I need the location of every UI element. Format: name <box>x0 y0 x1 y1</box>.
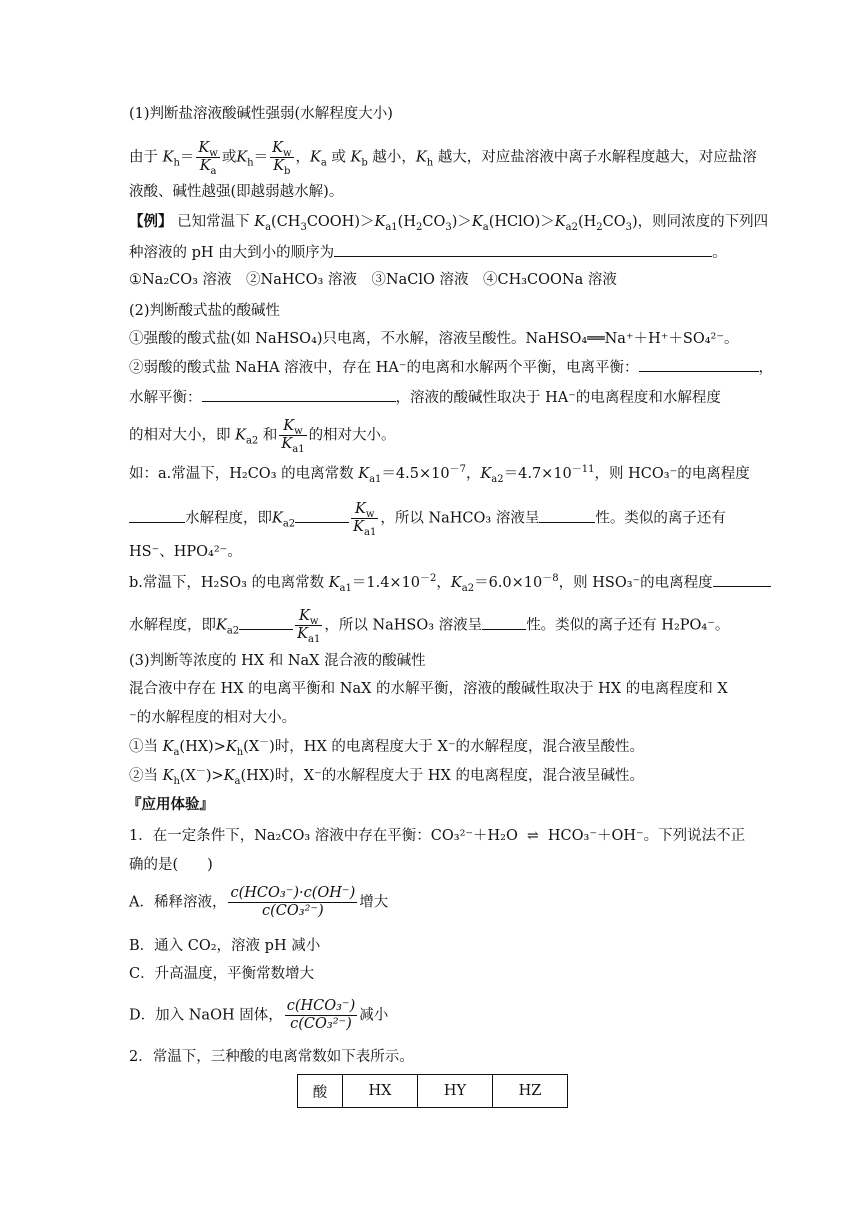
section-3-p1-line2: ⁻的水解程度的相对大小。 <box>129 710 297 726</box>
question-1-option-c[interactable]: C．升高温度，平衡常数增大 <box>129 966 315 982</box>
answer-blank[interactable] <box>713 572 771 587</box>
answer-blank[interactable] <box>239 615 293 630</box>
section-2-p2: ②弱酸的酸式盐 NaHA 溶液中，存在 HA⁻的电离和水解两个平衡，电离平衡： ， <box>129 357 773 378</box>
question-1-stem: 1．在一定条件下，Na₂CO₃ 溶液中存在平衡：CO₃²⁻＋H₂O ⇌ HCO₃⁻＋OH⁻。下列说法不正 <box>129 828 746 844</box>
answer-blank[interactable] <box>539 508 595 523</box>
section-1-paragraph: 由于 $K_h=$ $\frac{K_w}{K_a}$ 或$K_h=$ $\frac{K_w}{K_b}$ ，$K_a$ 或 $K_b$ 越小，$K_h$ 越大，对应盐溶液中离子水解程度越大，对应盐溶 <box>129 140 757 177</box>
answer-blank[interactable] <box>482 615 526 630</box>
acid-constants-table <box>297 1074 568 1108</box>
section-2-p1: ①强酸的酸式盐(如 NaHSO₄)只电离，不水解，溶液呈酸性。NaHSO₄══Na⁺＋H⁺＋SO₄²⁻。 <box>129 331 739 347</box>
example-b-line2: 水解程度，即$K_{a2}$ $\frac{K_w}{K_{a1}}$ ，所以 NaHSO₃ 溶液呈 性。类似的离子还有 H₂PO₄⁻。 <box>129 608 730 645</box>
answer-blank[interactable] <box>639 357 759 372</box>
table-header-cell: HZ <box>493 1075 568 1108</box>
answer-blank[interactable] <box>334 242 712 257</box>
example-tag: 【例】 <box>129 214 173 230</box>
section-2-p2-line3: 的相对大小，即 $K_{a2}$ 和 $\frac{K_w}{K_{a1}}$ 的相对大小。 <box>129 418 396 455</box>
table-row <box>298 1075 568 1108</box>
example-line1: 【例】 已知常温下 $K_a(CH_3COOH)>K_{a1}(H_2CO_3)>K_a(HClO)>K_{a2}(H_2CO_3)$，则同浓度的下列四 <box>129 214 769 233</box>
example-a-line1: 如：a.常温下，H₂CO₃ 的电离常数 $K_{a1}=4.5\times 10^{-7}$，$K_{a2}=4.7\times 10^{-11}$，则 HCO₃⁻的电离程度 <box>129 464 750 485</box>
question-1-option-a[interactable]: A．稀释溶液， $\frac{\text{c(HCO₃⁻)·c(OH⁻)}}{\text{c(CO₃²⁻)}}$ 增大 <box>129 885 389 919</box>
example-line2: 种溶液的 pH 由大到小的顺序为 。 <box>129 242 727 263</box>
table-header-cell: HX <box>343 1075 418 1108</box>
table-header-cell: HY <box>418 1075 493 1108</box>
answer-blank[interactable] <box>129 508 185 523</box>
section-1-heading: (1)判断盐溶液酸碱性强弱(水解程度大小) <box>129 106 393 122</box>
question-1-option-d[interactable]: D．加入 NaOH 固体， $\frac{\text{c(HCO₃⁻)}}{\text{c(CO₃²⁻)}}$ 减小 <box>129 998 389 1032</box>
question-2-stem: 2．常温下，三种酸的电离常数如下表所示。 <box>129 1049 414 1065</box>
question-1-option-b[interactable]: B．通入 CO₂，溶液 pH 减小 <box>129 938 321 954</box>
section-3-heading: (3)判断等浓度的 HX 和 NaX 混合液的酸碱性 <box>129 653 426 669</box>
table-header-cell: 酸 <box>298 1075 343 1108</box>
section-3-case2: ②当 $K_h(X^-)>K_a(HX)$时，X⁻的水解程度大于 HX 的电离程度，混合液呈碱性。 <box>129 766 644 787</box>
section-1-paragraph-line2: 液酸、碱性越强(即越弱越水解)。 <box>129 184 344 200</box>
question-1-stem-line2: 确的是( ) <box>129 857 213 873</box>
example-a-line3: HS⁻、HPO₄²⁻。 <box>129 544 242 560</box>
section-3-case1: ①当 $K_a(HX)>K_h(X^-)$时，HX 的电离程度大于 X⁻的水解程度，混合液呈酸性。 <box>129 737 644 758</box>
example-a-line2: 水解程度，即$K_{a2}$ $\frac{K_w}{K_{a1}}$ ，所以 NaHCO₃ 溶液呈 性。类似的离子还有 <box>129 501 726 536</box>
equilibrium-arrow-icon: ⇌ <box>527 828 539 844</box>
section-3-p1: 混合液中存在 HX 的电离平衡和 NaX 的水解平衡，溶液的酸碱性取决于 HX 的电离程度和 X <box>129 681 728 697</box>
example-options: ①Na₂CO₃ 溶液 ②NaHCO₃ 溶液 ③NaClO 溶液 ④CH₃COONa 溶液 <box>129 272 617 288</box>
answer-blank[interactable] <box>295 508 349 523</box>
section-2-heading: (2)判断酸式盐的酸碱性 <box>129 303 281 319</box>
section-2-p2-line2: 水解平衡： ，溶液的酸碱性取决于 HA⁻的电离程度和水解程度 <box>129 387 721 408</box>
example-b-line1: b.常温下，H₂SO₃ 的电离常数 $K_{a1}=1.4\times 10^{-2}$，$K_{a2}=6.0\times 10^{-8}$，则 HSO₃⁻的电离程度 <box>129 572 771 593</box>
answer-blank[interactable] <box>202 387 396 402</box>
apply-heading: 『应用体验』 <box>127 797 214 813</box>
